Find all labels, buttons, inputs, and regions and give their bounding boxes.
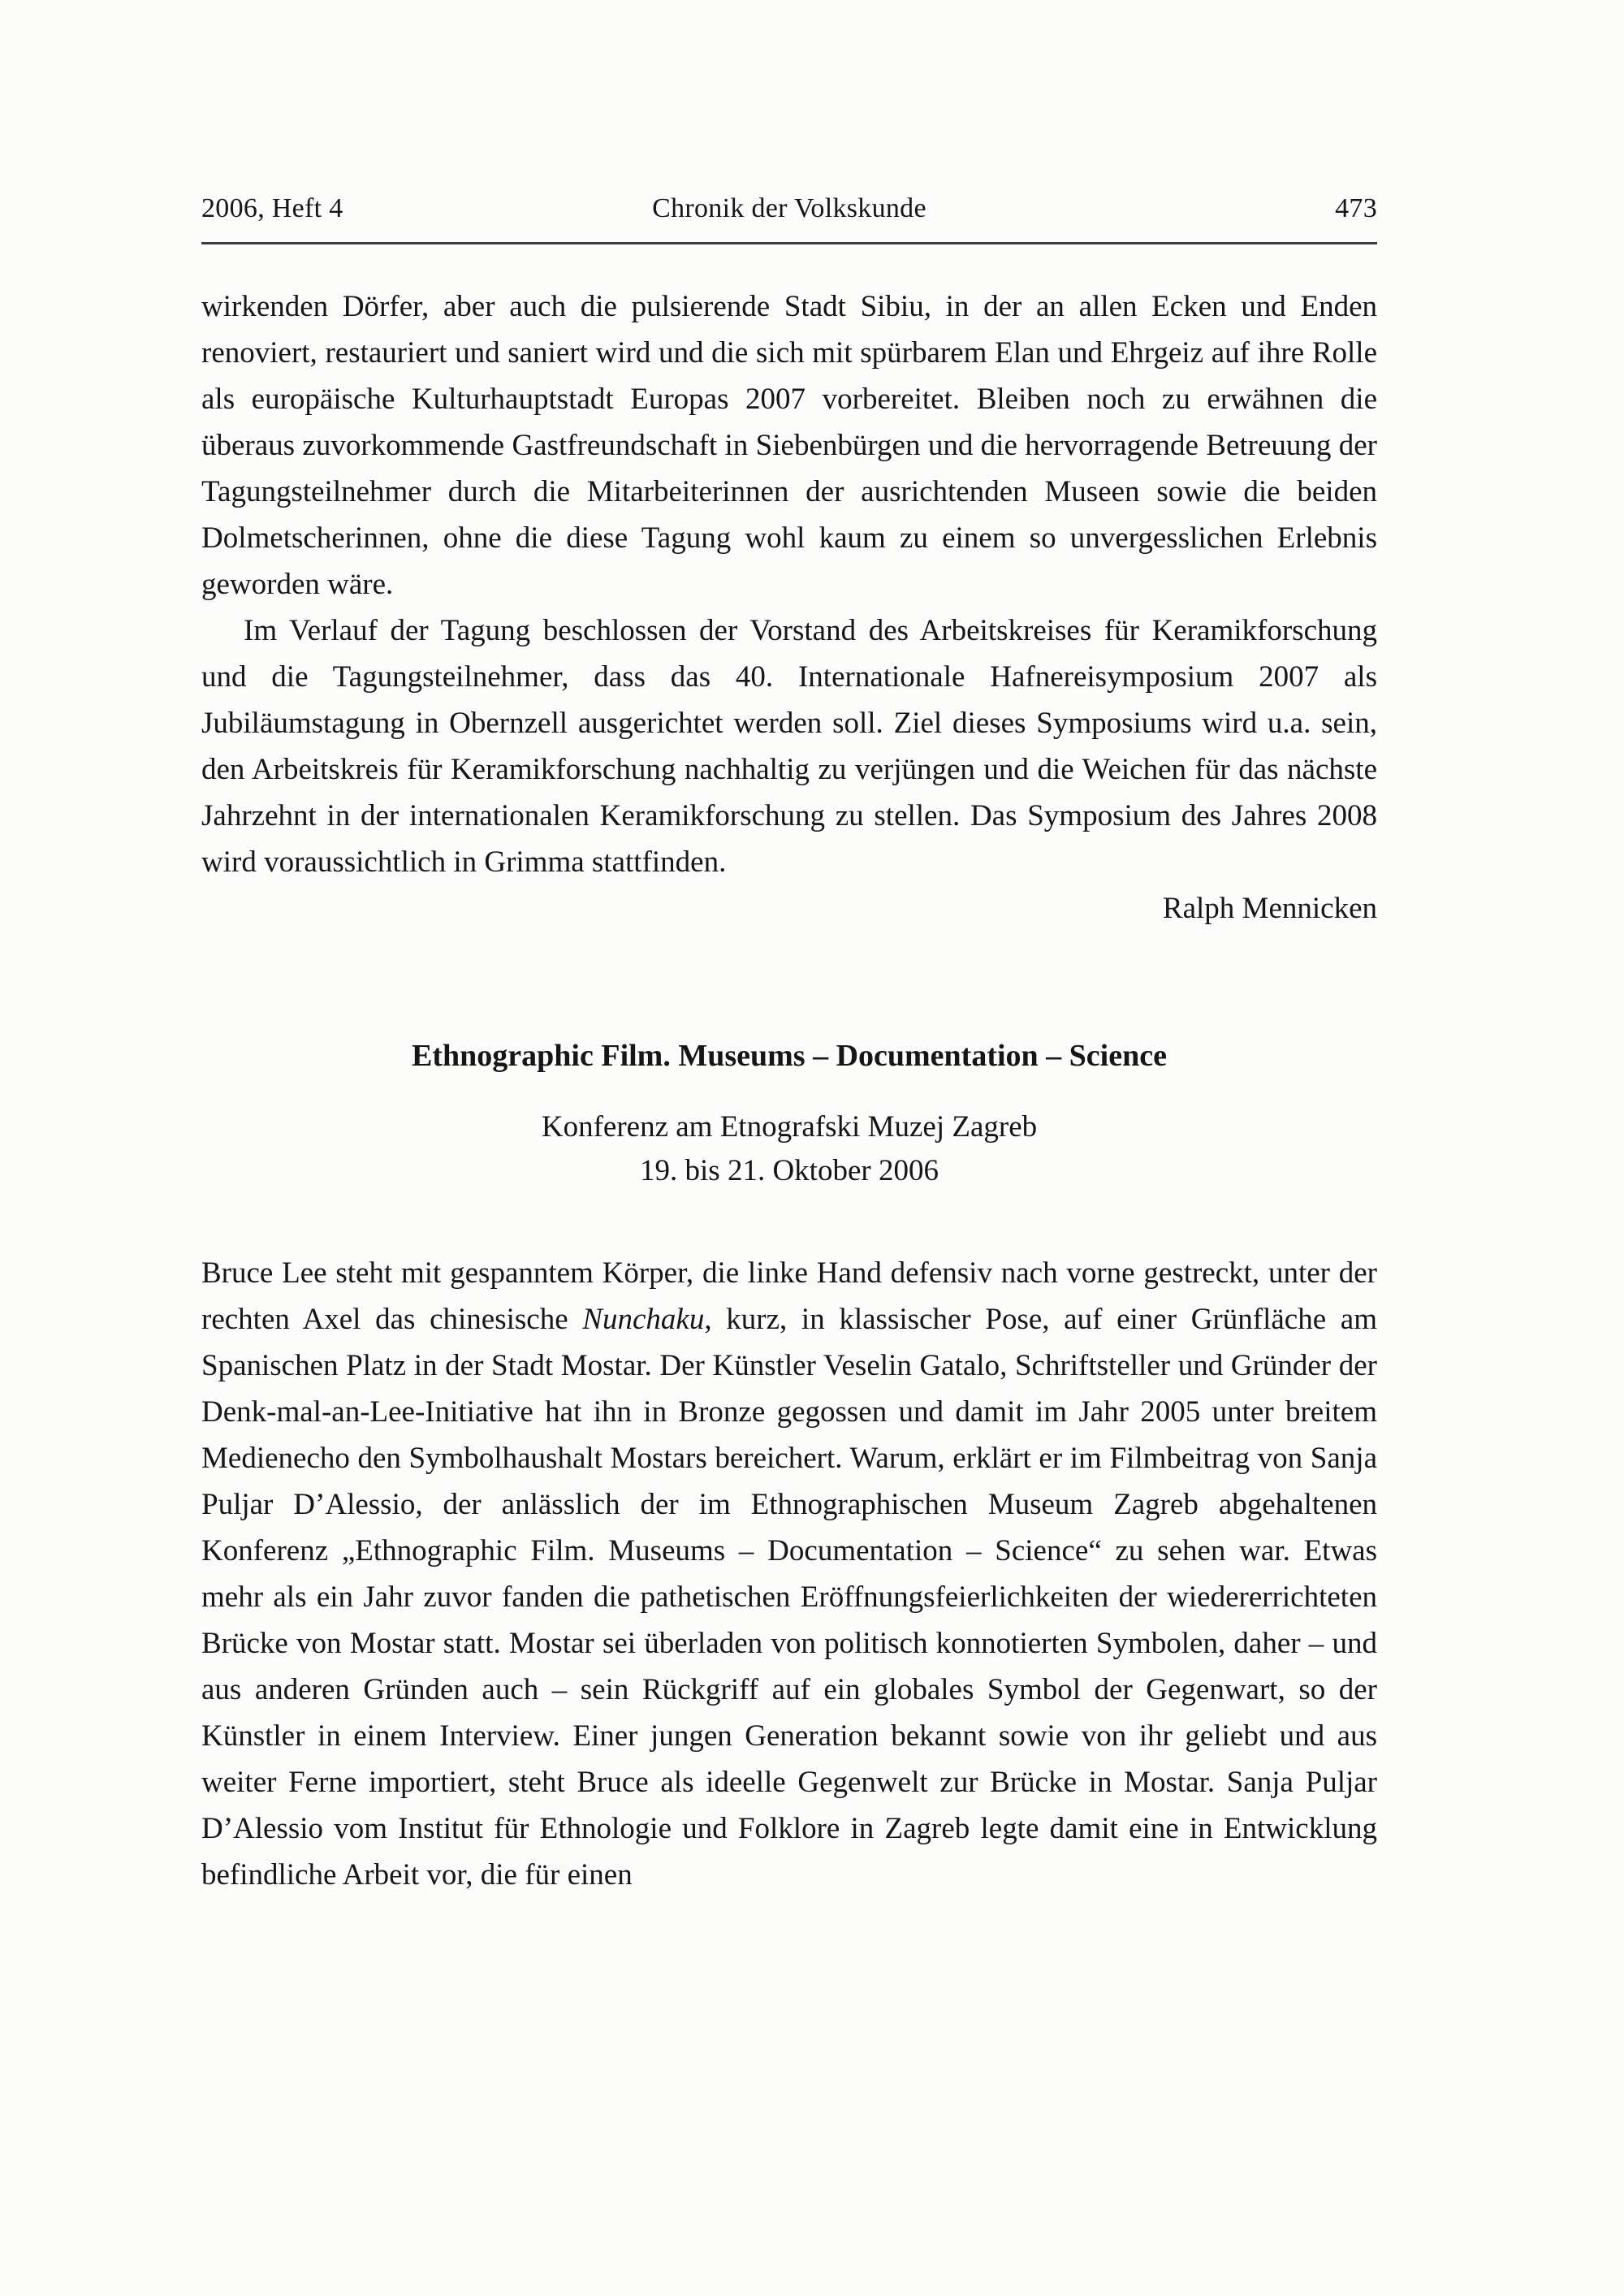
italic-term: Nunchaku [582,1303,705,1336]
paragraph-text: , kurz, in klassischer Pose, auf einer Grünfläche am Spanischen Platz in der Stadt Mostar. Der Künstler Veselin Gatalo, Schriftsteller und Gründer der Denk-mal-an-Lee-Initiative hat ihn in Bronze gegossen und damit im Jahr 2005 unter breitem Medienecho den Symbolhaushalt Mostars bereichert. Warum, erklärt er im Filmbeitrag von Sanja Puljar D’Alessio, der anlässlich der im Ethnographischen Museum Zagreb abgehaltenen Konferenz „Ethnographic Film. Museums – Documentation – Science“ zu sehen war. Etwas mehr als ein Jahr zuvor fanden die pathetischen Eröffnungsfeierlichkeiten der wiedererrichteten Brücke von Mostar statt. Mostar sei überladen von politisch konnotierten Symbolen, daher – und aus anderen Gründen auch – sein Rückgriff auf ein globales Symbol der Gegenwart, so der Künstler in einem Interview. Einer jungen Generation bekannt sowie von ihr geliebt und aus weiter Ferne importiert, steht Bruce als ideelle Gegenwelt zur Brücke in Mostar. Sanja Puljar D’Alessio vom Institut für Ethnologie und Folklore in Zagreb legte damit eine in Entwicklung befindliche Arbeit vor, die für einen [201,1303,1377,1892]
page-content [201,193,1377,1898]
page-header [201,193,1377,224]
issue-label: 2006, Heft 4 [201,193,343,223]
article-subtitle [201,1105,1377,1193]
paragraph-text: Bruce Lee steht mit gespanntem Körper, die linke Hand defensiv nach vorne gestreckt, unter der rechten Axel das chinesische [201,1256,1377,1336]
article1-body [201,283,1377,932]
article2 [201,1036,1377,1898]
subtitle-line: Konferenz am Etnografski Muzej Zagreb [541,1110,1038,1144]
subtitle-line: 19. bis 21. Oktober 2006 [640,1154,939,1187]
page-number: 473 [1335,193,1377,223]
journal-title: Chronik der Volkskunde [652,193,926,223]
header-rule [201,242,1377,244]
article-title: Ethnographic Film. Museums – Documentation – Science [412,1039,1167,1073]
paragraph: Im Verlauf der Tagung beschlossen der Vorstand des Arbeitskreises für Keramikforschung und die Tagungsteilnehmer, dass das 40. Internationale Hafnereisymposium 2007 als Jubiläumstagung in Obernzell ausgerichtet werden soll. Ziel dieses Symposiums wird u.a. sein, den Arbeitskreis für Keramikforschung nachhaltig zu verjüngen und die Weichen für das nächste Jahrzehnt in der internationalen Keramikforschung zu stellen. Das Symposium des Jahres 2008 wird voraussichtlich in Grimma stattfinden. [201,614,1377,879]
paragraph [201,1250,1377,1898]
author-signature: Ralph Mennicken [1162,892,1377,925]
paragraph: wirkenden Dörfer, aber auch die pulsierende Stadt Sibiu, in der an allen Ecken und Enden renoviert, restauriert und saniert wird und die sich mit spürbarem Elan und Ehrgeiz auf ihre Rolle als europäische Kulturhauptstadt Europas 2007 vorbereitet. Bleiben noch zu erwähnen die überaus zuvorkommende Gastfreundschaft in Siebenbürgen und die hervorragende Betreuung der Tagungsteilnehmer durch die Mitarbeiterinnen der ausrichtenden Museen sowie die beiden Dolmetscherinnen, ohne die diese Tagung wohl kaum zu einem so unvergesslichen Erlebnis geworden wäre. [201,290,1377,601]
article2-body [201,1250,1377,1898]
